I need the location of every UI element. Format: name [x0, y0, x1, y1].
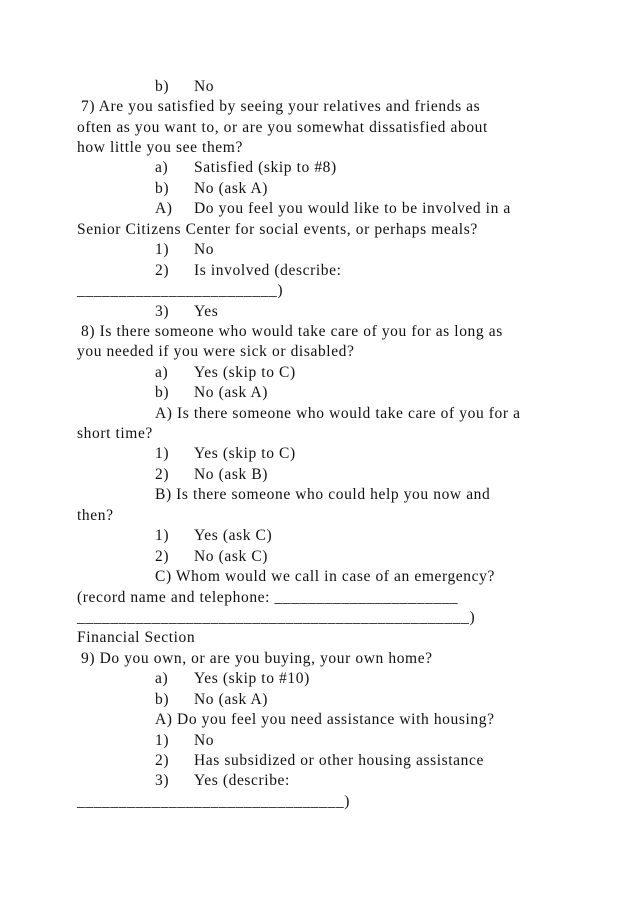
- question-8-line-2: you needed if you were sick or disabled?: [77, 343, 355, 360]
- q7-subquestion-a-cont: Senior Citizens Center for social events, or perhaps meals?: [77, 221, 478, 238]
- q9-subquestion-a: A) Do you feel you need assistance with housing?: [155, 711, 495, 728]
- q8-subquestion-b: B) Is there someone who could help you now and: [155, 486, 491, 503]
- financial-section-heading: Financial Section: [77, 629, 196, 646]
- q9a-option-2: 2) Has subsidized or other housing assistance: [155, 752, 484, 769]
- line-q6-option-b: b) No: [155, 78, 215, 95]
- q8-subquestion-b-cont: then?: [77, 507, 114, 524]
- q7a-option-1: 1) No: [155, 241, 215, 258]
- q7a-option-2: 2) Is involved (describe:: [155, 262, 342, 279]
- q8-option-b: b) No (ask A): [155, 384, 269, 401]
- q9a-option-3: 3) Yes (describe:: [155, 772, 290, 789]
- q9-option-a: a) Yes (skip to #10): [155, 670, 310, 687]
- question-7-line-2: often as you want to, or are you somewhat dissatisfied about: [77, 119, 488, 136]
- q7a-describe-blank: ________________________): [77, 282, 284, 299]
- q7-subquestion-a: A) Do you feel you would like to be involved in a: [155, 200, 511, 217]
- q8c-record-blank-cont: _______________________________________________): [77, 609, 476, 626]
- q9a-option-1: 1) No: [155, 732, 215, 749]
- q9a-describe-blank: ________________________________): [77, 793, 350, 810]
- question-9-line-1: 9) Do you own, or are you buying, your own home?: [81, 650, 433, 667]
- question-8-line-1: 8) Is there someone who would take care of you for as long as: [81, 323, 503, 340]
- q8a-option-2: 2) No (ask B): [155, 466, 269, 483]
- question-7-line-1: 7) Are you satisfied by seeing your relatives and friends as: [81, 98, 481, 115]
- q7-option-b: b) No (ask A): [155, 180, 269, 197]
- q8-subquestion-c: C) Whom would we call in case of an emergency?: [155, 568, 495, 585]
- q7a-option-3: 3) Yes: [155, 303, 219, 320]
- q8c-record-blank: (record name and telephone: ______________________: [77, 589, 459, 606]
- q7-option-a: a) Satisfied (skip to #8): [155, 159, 337, 176]
- q9-option-b: b) No (ask A): [155, 691, 269, 708]
- q8a-option-1: 1) Yes (skip to C): [155, 445, 296, 462]
- q8b-option-2: 2) No (ask C): [155, 548, 269, 565]
- q8b-option-1: 1) Yes (ask C): [155, 527, 273, 544]
- q8-subquestion-a: A) Is there someone who would take care of you for a: [155, 405, 521, 422]
- question-7-line-3: how little you see them?: [77, 139, 243, 156]
- q8-subquestion-a-cont: short time?: [77, 425, 153, 442]
- q8-option-a: a) Yes (skip to C): [155, 364, 296, 381]
